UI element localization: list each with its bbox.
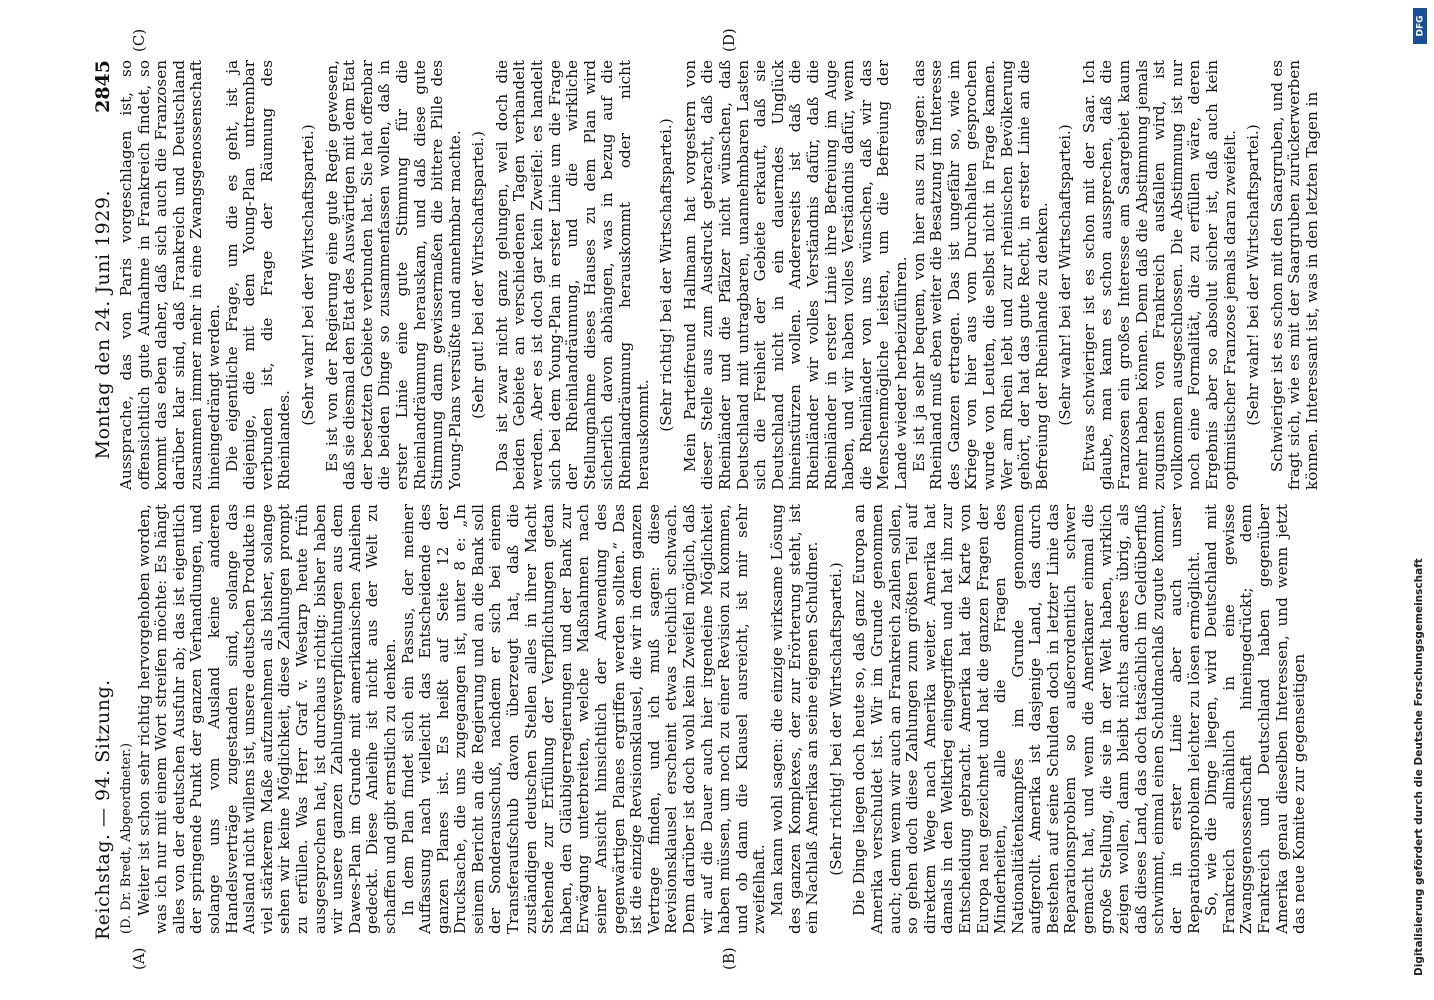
header-left: Reichstag. — 94. Sitzung.: [92, 679, 114, 940]
paragraph: So, wie die Dinge liegen, wird Deutschland mit Frankreich allmählich in eine gewisse Zwangsgenossenschaft hineingedrückt; denn Frankreich und Deutschland haben gegenüber Amerika genau dieselben Interessen, und wenn jetzt das neue Komitee zur gegenseitigen: [1202, 504, 1309, 934]
paragraph: Aussprache, das von Paris vorgeschlagen ist, so offensichtlich gute Aufnahme in Frankreich findet, so kommt das eben daher, daß sich auch die Franzosen darüber klar sind, daß Frankreich und Deutschland zusammen immer mehr in eine Zwangsgenossenschaft hineingedrängt werden.: [117, 60, 223, 490]
paragraph: Die Dinge liegen doch heute so, daß ganz Europa an Amerika verschuldet ist. Wir im Grunde genommen auch; denn wenn wir auch an Frankreich zahlen sollen, so gehen doch diese Zahlungen zum größten Teil auf direktem Wege nach Amerika weiter. Amerika hat damals in den Weltkrieg eingegriffen und hat ihn zur Entscheidung gebracht. Amerika hat die Karte von Europa neu gezeichnet und hat die ganzen Fragen der Minderheiten, alle die Fragen des Nationalitätenkampfes im Grunde genommen aufgerollt. Amerika ist dasjenige Land, das durch Bestehen auf seine Schulden doch in letzter Linie das Reparationsproblem so außerordentlich schwer gemacht hat, und wenn die Amerikaner einmal die große Stellung, die sie in der Welt haben, wirklich zeigen wollen, dann bleibt nichts anderes übrig, als daß dieses Land, das doch tatsächlich im Geldüberfluß schwimmt, einmal einen Schuldnachlaß zugute kommt, der in erster Linie aber auch unser Reparationsproblem leichter zu lösen ermöglicht.: [850, 504, 1203, 934]
column-left: [118, 504, 1309, 934]
applause-note: (Sehr wahr! bei der Wirtschaftspartei.): [1056, 124, 1075, 426]
dfg-logo-text: DFG: [1415, 15, 1426, 37]
applause-note: (Sehr gut! bei der Wirtschaftspartei.): [469, 131, 488, 419]
paragraph: Etwas schwieriger ist es schon mit der Saar. Ich glaube, man kann es schon aussprechen, daß die Franzosen ein großes Interesse am Saargebiet kaum mehr haben können. Denn daß die Abstimmung jemals zugunsten von Frankreich ausfallen wird, ist vollkommen ausgeschlossen. Die Abstimmung ist nur noch eine Formalität, die zu erfüllen wäre, deren Ergebnis aber so absolut sicher ist, daß auch kein optimistischer Franzose jemals daran zweifelt.: [1079, 60, 1239, 490]
applause-note: (Sehr wahr! bei der Wirtschaftspartei.): [298, 124, 317, 426]
paragraph: Die eigentliche Frage, um die es geht, ist ja diejenige, die mit dem Young-Plan untrennbar verbunden ist, die Frage der Räumung des Rheinlandes.: [222, 60, 294, 490]
dfg-logo: [1413, 8, 1427, 44]
paragraph: In dem Plan findet sich ein Passus, der meiner Auffassung nach vielleicht das Entscheidende des ganzen Planes ist. Es heißt auf Seite 12 der Drucksache, die uns zugegangen ist, unter 8 e: „In seinem Bericht an die Regierung und an die Bank soll der Sonderausschuß, nachdem er sich bei einem Transferaufschub davon überzeugt hat, daß die zuständigen deutschen Stellen alles in ihrer Macht Stehende zur Erfüllung der Verpflichtungen getan haben, den Gläubigerregierungen und der Bank zur Erwägung unterbreiten, welche Maßnahmen nach seiner Ansicht hinsichtlich der Anwendung des gegenwärtigen Planes ergriffen werden sollten.“ Das ist die einzige Revisionsklausel, die wir in dem ganzen Vertrage finden, und ich muß sagen: diese Revisionsklausel erscheint etwas reichlich schwach. Denn darüber ist doch wohl kein Zweifel möglich, daß wir auf die Dauer auch hier irgendeine Möglichkeit haben müssen, um noch zu einer Revision zu kommen, und ob dann die Klausel ausreicht, ist mir sehr zweifelhaft.: [398, 504, 769, 934]
page-header: [88, 60, 118, 940]
margin-marker-d: (D): [720, 28, 738, 52]
applause-note: (Sehr richtig! bei der Wirtschaftspartei.): [826, 562, 845, 876]
margin-marker-b: (B): [720, 947, 738, 970]
paragraph: Mein Parteifreund Hallmann hat vorgestern von dieser Stelle aus zum Ausdruck gebracht, daß die Rheinländer und die Pfälzer nicht wünschen, daß Deutschland mit untragbaren, unannehmbaren Lasten sich die Freiheit der Gebiete erkauft, daß sie Deutschland nicht in ein dauerndes Unglück hineinstürzen wollen. Andererseits ist daß die Rheinländer wir volles Verständnis dafür, daß die Rheinländer in erster Linie ihre Befreiung im Auge haben, und wir haben volles Verständnis dafür, wenn die Rheinländer von uns wünschen, daß wir das Menschenmögliche leisten, um die Befreiung der Lande wieder herbeizuführen.: [680, 60, 910, 490]
applause-note: (Sehr richtig! bei der Wirtschaftspartei.): [657, 118, 676, 432]
margin-marker-c: (C): [130, 28, 148, 52]
paragraph: Das ist zwar nicht ganz gelungen, weil doch die beiden Gebiete an verschiedenen Tagen verhandelt werden. Aber es ist doch gar kein Zweifel: es handelt sich bei dem Young-Plan in erster Linie um die Frage der Rheinlandräumung, und die wirkliche Stellungnahme dieses Hauses zu dem Plan wird sicherlich davon abhängen, was in bezug auf die Rheinlandräumung herauskommt oder nicht herauskommt.: [492, 60, 652, 490]
dfg-credit-text: Digitalisierung gefördert durch die Deutsche Forschungsgemeinschaft: [1413, 558, 1425, 976]
speaker-line: (D. Dr. Bredt, Abgeordneter.): [119, 742, 134, 934]
page-number: 2845: [92, 60, 114, 113]
paragraph: Man kann wohl sagen: die einzige wirksame Lösung des ganzen Komplexes, der zur Erörterung steht, ist ein Nachlaß Amerikas an seine eigenen Schuldner.: [767, 504, 822, 934]
dfg-sidebar: [1406, 0, 1432, 1000]
paragraph: Es ist von der Regierung eine gute Regie gewesen, daß sie diesmal den Etat des Auswärtigen mit dem Etat der besetzten Gebiete verbunden hat. Sie hat offenbar die beiden Dinge so zusammenfassen wollen, daß in erster Linie eine gute Stimmung für die Rheinlandräumung herauskam, und daß diese gute Stimmung dann gewissermaßen die bittere Pille des Young-Plans versüßte und annehmbar machte.: [322, 60, 464, 490]
applause-note: (Sehr wahr! bei der Wirtschaftspartei.): [1244, 124, 1263, 426]
header-date: Montag den 24. Juni 1929.: [92, 190, 114, 460]
paragraph: Weiter ist schon sehr richtig hervorgehoben worden, was ich nur mit einem Wort streifen möchte: Es hängt alles von der deutschen Ausfuhr ab; das ist eigentlich der springende Punkt der ganzen Verhandlungen, und solange uns vom Ausland keine anderen Handelsverträge zugestanden sind, solange das Ausland nicht willens ist, unsere deutschen Produkte in viel stärkerem Maße aufzunehmen als bisher, solange sehen wir keine Möglichkeit, diese Zahlungen prompt zu erfüllen. Was Herr Graf v. Westarp heute früh ausgesprochen hat, ist durchaus richtig: bisher haben wir unsere ganzen Zahlungsverpflichtungen aus dem Dawes-Plan im Grunde mit amerikanischen Anleihen gedeckt. Diese Anleihe ist nicht aus der Welt zu schaffen und gibt ernstlich zu denken.: [134, 504, 399, 934]
column-right: [118, 60, 1322, 490]
paragraph: Schwieriger ist es schon mit den Saargruben, und es fragt sich, wie es mit der Saargruben zurückerwerben können. Interessant ist, was in den letzten Tagen in: [1267, 60, 1321, 490]
margin-marker-a: (A): [130, 947, 148, 970]
paragraph: Es ist ja sehr bequem, von hier aus zu sagen: das Rheinland muß eben weiter die Besatzung im Interesse des Ganzen ertragen. Das ist ungefähr so, wie im Kriege von hier aus vom Durchhalten gesprochen wurde von Leuten, die selbst nicht in Frage kamen. Wer am Rhein lebt und zur rheinischen Bevölkerung gehört, der hat das gute Recht, in erster Linie an die Befreiung der Rheinlande zu denken.: [909, 60, 1051, 490]
